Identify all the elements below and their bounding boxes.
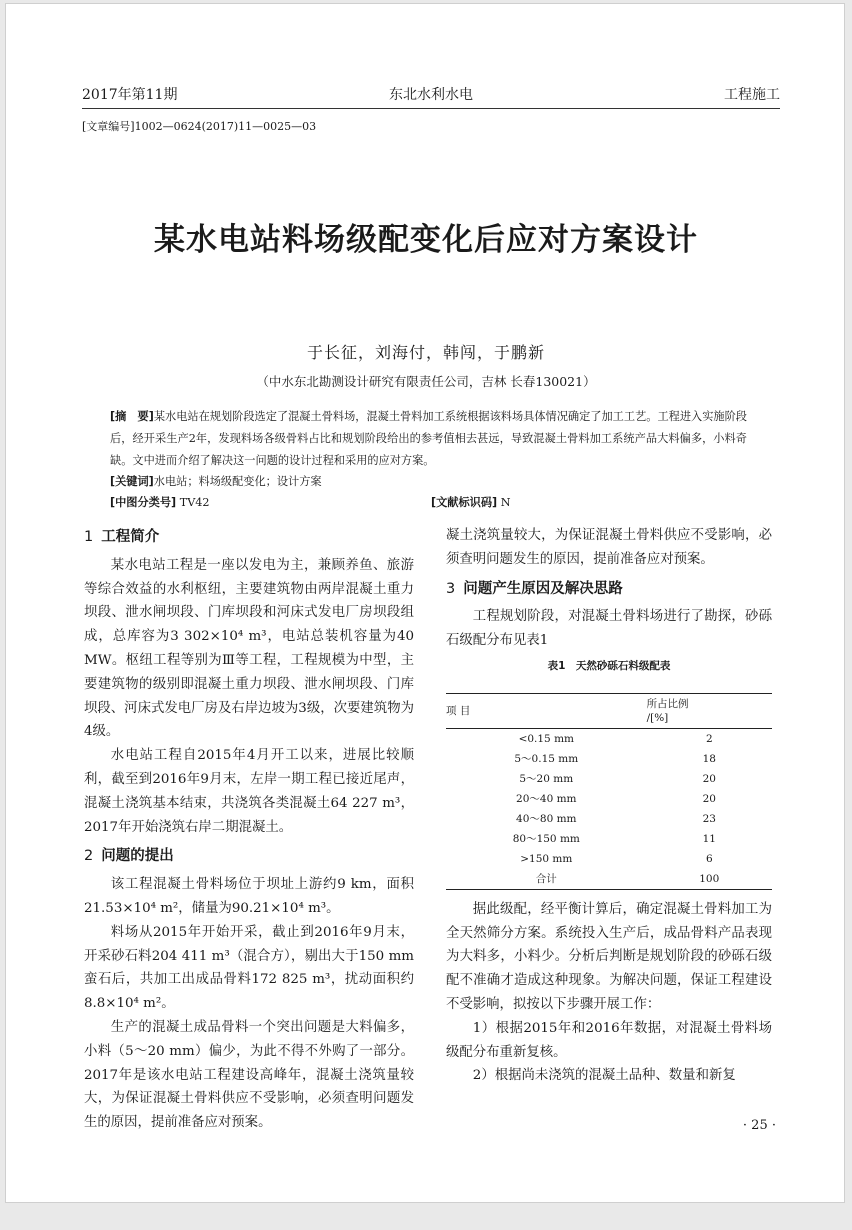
section-3-item-1: 1）根据2015年和2016年数据，对混凝土骨料场级配分布重新复核。: [446, 1020, 772, 1060]
classification-label: [中图分类号]: [110, 496, 177, 509]
affiliation: （中水东北勘测设计研究有限责任公司，吉林 长春130021）: [256, 374, 596, 389]
keywords-text: 水电站；料场级配变化；设计方案: [153, 475, 322, 488]
issue-label: 2017年第11期: [82, 87, 178, 103]
running-header: [82, 84, 780, 106]
table-row: <0.15 mm 2: [518, 732, 713, 745]
table-row: 40～80 mm 23: [516, 812, 716, 825]
table-row: 合计 100: [446, 869, 772, 890]
table-row: 80～150 mm 11: [512, 832, 716, 845]
abstract-label: [摘 要]: [110, 410, 154, 423]
right-column: [446, 524, 772, 1088]
section-2-paragraph-2: 料场从2015年开始开采，截止到2016年9月末，开采砂石料204 411 m³（混合方），剔出大于150 mm蛮石后，共加工出成品骨料172 825 m³，扰动面积约8.8×10⁴ m²。: [84, 924, 414, 1012]
table-caption: 表1 天然砂砾石料级配表: [547, 659, 671, 672]
section-2-heading: 2 问题的提出: [84, 848, 174, 865]
section-2-paragraph-3: 生产的混凝土成品骨料一个突出问题是大料偏多，小料（5～20 mm）偏少，为此不得不外购了一部分。2017年是该水电站工程建设高峰年，混凝土浇筑量较大，为保证混凝土骨料供应不受影响，必须查明问题发生的原因，提前准备应对预案。: [84, 1019, 414, 1131]
doc-code-value: N: [500, 496, 511, 509]
gradation-table: [446, 693, 772, 890]
table-row: 5～20 mm 20: [519, 772, 716, 785]
classification: [110, 494, 210, 510]
table-row: 20～40 mm 20: [516, 792, 716, 805]
article-number: [文章编号]1002—0624(2017)11—0025—03: [82, 120, 317, 133]
document-code: [431, 494, 511, 510]
section-3-item-2: 2）根据尚未浇筑的混凝土品种、数量和新复: [472, 1068, 736, 1084]
article-title: 某水电站料场级配变化后应对方案设计: [154, 222, 698, 258]
abstract: [110, 406, 747, 472]
page-number: · 25 ·: [742, 1118, 776, 1133]
section-label: 工程施工: [724, 87, 780, 103]
table-header-percent: 所占比例 /[%]: [647, 693, 772, 728]
table-row: >150 mm 6: [520, 852, 713, 865]
journal-name: 东北水利水电: [389, 87, 473, 103]
authors: 于长征，刘海付，韩闯，于鹏新: [306, 343, 545, 362]
section-3-paragraph-2: 据此级配，经平衡计算后，确定混凝土骨料加工为全天然筛分方案。系统投入生产后，成品骨料产品表现为大料多，小料少。分析后判断是规划阶段的砂砾石级配不准确才造成这种现象。为解决问题，保证工程建设不受影响，拟按以下步骤开展工作：: [446, 901, 772, 1012]
table-row: 5～0.15 mm 18: [514, 752, 716, 765]
classification-value: TV42: [179, 496, 210, 509]
keywords-label: [关键词]: [110, 475, 154, 488]
section-1-paragraph-1: 某水电站工程是一座以发电为主，兼顾养鱼、旅游等综合效益的水利枢纽，主要建筑物由两岸混凝土重力坝段、泄水闸坝段、门库坝段和河床式发电厂房坝段组成，总库容为3 302×10⁴ m³，电站总装机容量为40 MW。枢纽工程等别为Ⅲ等工程，工程规模为中型，主要建筑物的级别即混凝土重力坝段、泄水闸坝段、门库坝段、河床式发电厂房及右岸边坡为3级，次要建筑物为4级。: [84, 557, 414, 740]
section-2-continuation: 凝土浇筑量较大，为保证混凝土骨料供应不受影响，必须查明问题发生的原因，提前准备应对预案。: [446, 528, 772, 567]
left-column: [84, 524, 414, 1230]
section-3-paragraph-1: 工程规划阶段，对混凝土骨料场进行了勘探，砂砾石级配分布见表1: [446, 609, 772, 649]
section-3-heading: 3 问题产生原因及解决思路: [446, 580, 623, 597]
keywords: [110, 472, 747, 492]
header-rule: [82, 108, 780, 109]
abstract-text: 某水电站在规划阶段选定了混凝土骨料场，混凝土骨料加工系统根据该料场具体情况确定了加工工艺。工程进入实施阶段后，经开采生产2年，发现料场各级骨料占比和规划阶段给出的参考值相去甚远，导致混凝土骨料加工系统产品大料偏多，小料奇缺。文中进而介绍了解决这一问题的设计过程和采用的应对方案。: [110, 410, 747, 467]
table-header-item: 项 目: [446, 693, 647, 728]
section-1-heading: 1 工程简介: [84, 529, 160, 545]
section-2-paragraph-1: 该工程混凝土骨料场位于坝址上游约9 km，面积21.53×10⁴ m²，储量为90.21×10⁴ m³。: [84, 877, 414, 916]
section-1-paragraph-2: 水电站工程自2015年4月开工以来，进展比较顺利，截至到2016年9月末，左岸一期工程已接近尾声，混凝土浇筑基本结束，共浇筑各类混凝土64 227 m³，2017年开始浇筑右岸二期混凝土。: [84, 748, 414, 835]
doc-code-label: [文献标识码]: [431, 496, 498, 509]
